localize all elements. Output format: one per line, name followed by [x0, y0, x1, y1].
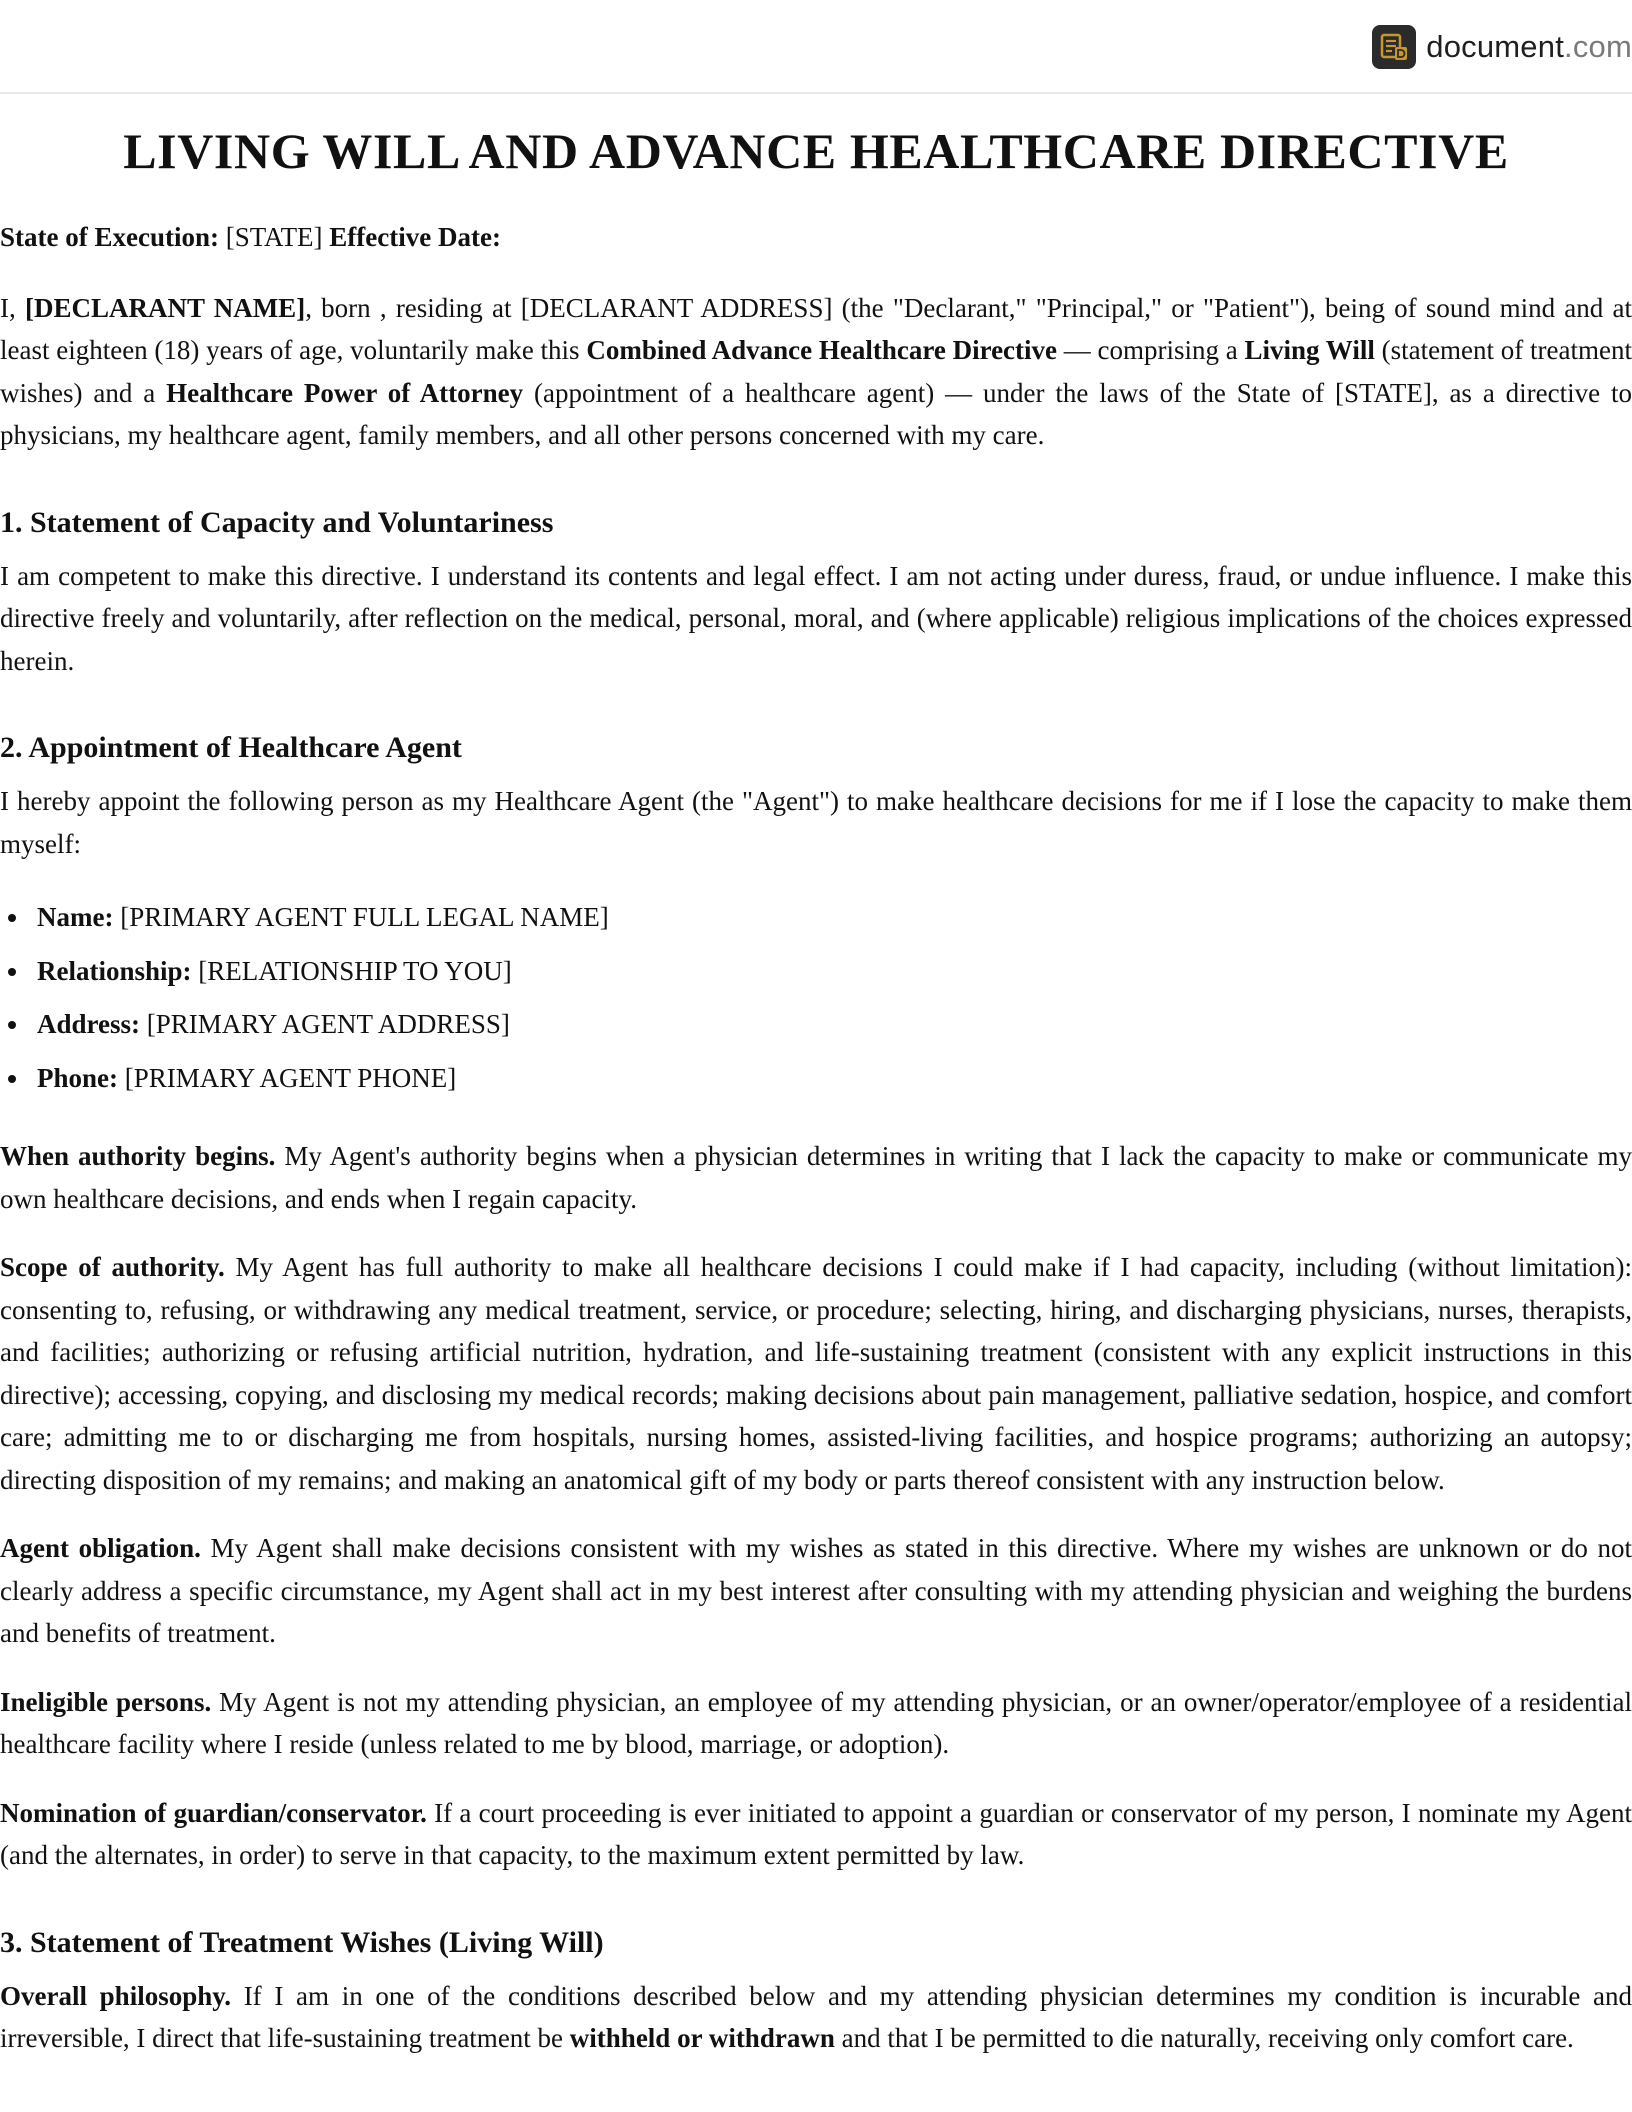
list-item: Relationship: [RELATIONSHIP TO YOU] [0, 945, 1632, 999]
document-body [0, 116, 1632, 2060]
list-item: Address: [PRIMARY AGENT ADDRESS] [0, 998, 1632, 1052]
agent-obligation-paragraph: Agent obligation. My Agent shall make decisions consistent with my wishes as stated in this directive. Where my wishes are unknown or do not clearly address a specific circumstance, my Agent shall act in my best interest after consulting with my attending physician and weighing the burdens and benefits of treatment. [0, 1533, 1632, 1648]
bullet-icon [8, 968, 16, 976]
list-item: Name: [PRIMARY AGENT FULL LEGAL NAME] [0, 891, 1632, 945]
effective-date-label: Effective Date: [329, 222, 501, 252]
execution-meta [0, 216, 1632, 259]
section-3-heading: 3. Statement of Treatment Wishes (Living Will) [0, 1925, 604, 1959]
section-2-intro: I hereby appoint the following person as my Healthcare Agent (the "Agent") to make healthcare decisions for me if I lose the capacity to make them myself: [0, 786, 1632, 859]
state-label: State of Execution: [0, 222, 219, 252]
section-1-heading: 1. Statement of Capacity and Voluntariness [0, 505, 554, 539]
overall-philosophy-paragraph: Overall philosophy. If I am in one of the conditions described below and my attending physician determines my condition is incurable and irreversible, I direct that life-sustaining treatment be withheld or withdrawn and that I be permitted to die naturally, receiving only comfort care. [0, 1980, 1632, 2053]
list-item: Phone: [PRIMARY AGENT PHONE] [0, 1052, 1632, 1106]
bullet-icon [8, 914, 16, 922]
bullet-icon [8, 1075, 16, 1083]
declarant-name: [DECLARANT NAME] [24, 292, 306, 323]
document-logo-icon [1372, 25, 1416, 69]
section-1-body: I am competent to make this directive. I understand its contents and legal effect. I am not acting under duress, fraud, or undue influence. I make this directive freely and voluntarily, after reflection on the medical, personal, moral, and (where applicable) religious implications of the choices expressed herein. [0, 560, 1632, 676]
authority-begins-paragraph: When authority begins. My Agent's authority begins when a physician determines in writing that I lack the capacity to make or communicate my own healthcare decisions, and ends when I regain capacity. [0, 1141, 1632, 1214]
bullet-icon [8, 1021, 16, 1029]
top-bar [0, 0, 1632, 94]
brand-logo[interactable] [1372, 25, 1632, 69]
brand-name: document.com [1426, 29, 1632, 64]
ineligible-persons-paragraph: Ineligible persons. My Agent is not my attending physician, an employee of my attending physician, or an owner/operator/employee of a residential healthcare facility where I reside (unless related to me by blood, marriage, or adoption). [0, 1686, 1632, 1759]
document-title: LIVING WILL AND ADVANCE HEALTHCARE DIRECTIVE [123, 123, 1509, 179]
section-2-heading: 2. Appointment of Healthcare Agent [0, 731, 462, 764]
scope-of-authority-paragraph: Scope of authority. My Agent has full authority to make all healthcare decisions I could make if I had capacity, including (without limitation): consenting to, refusing, or withdrawing any medical treatment, service, or procedure; selecting, hiring, and discharging physicians, nurses, therapists, and facilities; authorizing or refusing artificial nutrition, hydration, and life-sustaining treatment (consistent with any explicit instructions in this directive); accessing, copying, and disclosing my medical records; making decisions about pain management, palliative sedation, hospice, and comfort care; admitting me to or discharging me from hospitals, nursing homes, assisted-living facilities, and hospice programs; authorizing an autopsy; directing disposition of my remains; and making an anatomical gift of my body or parts thereof consistent with any instruction below. [0, 1252, 1632, 1495]
agent-details-list [0, 891, 1632, 1105]
intro-paragraph: I, [DECLARANT NAME], born , residing at [DECLARANT ADDRESS] (the "Declarant," "Principal," or "Patient"), being of sound mind and at least eighteen (18) years of age, voluntarily make this Combined Advance Healthcare Directive — comprising a Living Will (statement of treatment wishes) and a Healthcare Power of Attorney (appointment of a healthcare agent) — under the laws of the State of [STATE], as a directive to physicians, my healthcare agent, family members, and all other persons concerned with my care. [0, 292, 1632, 450]
state-value: [STATE] [225, 222, 323, 252]
guardian-nomination-paragraph: Nomination of guardian/conservator. If a court proceeding is ever initiated to appoint a guardian or conservator of my person, I nominate my Agent (and the alternates, in order) to serve in that capacity, to the maximum extent permitted by law. [0, 1797, 1632, 1870]
